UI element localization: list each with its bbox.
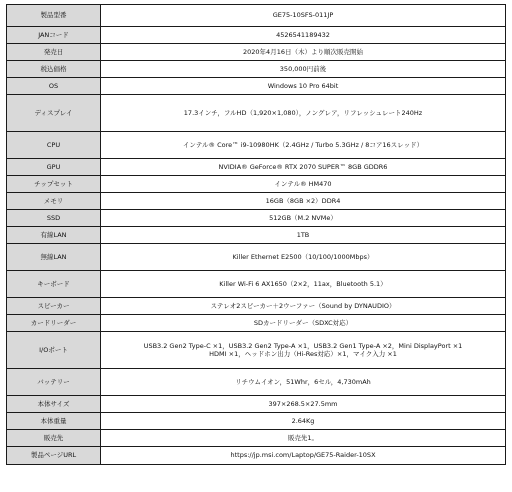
spec-row: [7, 298, 506, 315]
spec-value: 512GB（M.2 NVMe）: [101, 210, 506, 227]
spec-row: [7, 210, 506, 227]
spec-value: 4526541189432: [101, 27, 506, 44]
spec-row: [7, 95, 506, 132]
spec-label: 本体サイズ: [7, 396, 101, 413]
spec-value: USB3.2 Gen2 Type-C ×1，USB3.2 Gen2 Type-A ×1，USB3.2 Gen1 Type-A ×2，Mini DisplayPort ×1 HDMI ×1，ヘッドホン出力（Hi-Res対応）×1，マイク入力 ×1: [101, 332, 506, 369]
spec-value: 350,000円前後: [101, 61, 506, 78]
spec-row: [7, 61, 506, 78]
spec-row: [7, 396, 506, 413]
spec-label: GPU: [7, 159, 101, 176]
spec-label: 製品ページURL: [7, 447, 101, 465]
spec-value: リチウムイオン，51Whr，6セル，4,730mAh: [101, 369, 506, 396]
spec-label: 本体重量: [7, 413, 101, 430]
spec-value: 2.64Kg: [101, 413, 506, 430]
spec-label: ディスプレイ: [7, 95, 101, 132]
spec-label: 有線LAN: [7, 227, 101, 244]
spec-table-body: [7, 5, 506, 465]
spec-value: GE75-10SFS-011JP: [101, 5, 506, 27]
spec-row: [7, 315, 506, 332]
spec-label: チップセット: [7, 176, 101, 193]
spec-label: 無線LAN: [7, 244, 101, 271]
spec-value: NVIDIA® GeForce® RTX 2070 SUPER™ 8GB GDDR6: [101, 159, 506, 176]
spec-label: スピーカー: [7, 298, 101, 315]
spec-label: バッテリー: [7, 369, 101, 396]
spec-row: [7, 271, 506, 298]
spec-label: 製品型番: [7, 5, 101, 27]
spec-label: 発売日: [7, 44, 101, 61]
spec-value: ステレオ2スピーカー＋2ウーファー（Sound by DYNAUDIO）: [101, 298, 506, 315]
spec-label: メモリ: [7, 193, 101, 210]
spec-label: I/Oポート: [7, 332, 101, 369]
spec-row: [7, 159, 506, 176]
spec-label: SSD: [7, 210, 101, 227]
spec-value: Killer Wi-Fi 6 AX1650（2×2，11ax，Bluetooth 5.1）: [101, 271, 506, 298]
spec-row: [7, 193, 506, 210]
spec-value: https://jp.msi.com/Laptop/GE75-Raider-10SX: [101, 447, 506, 465]
spec-label: CPU: [7, 132, 101, 159]
spec-value: 2020年4月16日（木）より順次販売開始: [101, 44, 506, 61]
spec-row: [7, 5, 506, 27]
spec-label: JANコード: [7, 27, 101, 44]
spec-row: [7, 413, 506, 430]
spec-label: 税込価格: [7, 61, 101, 78]
spec-row: [7, 369, 506, 396]
spec-value: SDカードリーダー（SDXC対応）: [101, 315, 506, 332]
spec-value: 販売先1。: [101, 430, 506, 447]
spec-value: Killer Ethernet E2500（10/100/1000Mbps）: [101, 244, 506, 271]
spec-label: OS: [7, 78, 101, 95]
spec-table-wrapper: [6, 4, 506, 488]
spec-row: [7, 44, 506, 61]
spec-label: カードリーダー: [7, 315, 101, 332]
spec-row: [7, 227, 506, 244]
spec-row: [7, 27, 506, 44]
spec-value: 17.3インチ，フルHD（1,920×1,080），ノングレア，リフレッシュレート240Hz: [101, 95, 506, 132]
spec-row: [7, 332, 506, 369]
spec-label: 販売先: [7, 430, 101, 447]
spec-row: [7, 78, 506, 95]
spec-value: 397×268.5×27.5mm: [101, 396, 506, 413]
spec-value: インテル® Core™ i9-10980HK（2.4GHz / Turbo 5.3GHz / 8コア16スレッド）: [101, 132, 506, 159]
spec-row: [7, 244, 506, 271]
spec-row: [7, 430, 506, 447]
spec-value: インテル® HM470: [101, 176, 506, 193]
spec-table: [6, 4, 506, 465]
spec-value: 1TB: [101, 227, 506, 244]
spec-label: キーボード: [7, 271, 101, 298]
spec-value: Windows 10 Pro 64bit: [101, 78, 506, 95]
spec-row: [7, 176, 506, 193]
spec-row: [7, 132, 506, 159]
spec-row: [7, 447, 506, 465]
spec-value: 16GB（8GB ×2）DDR4: [101, 193, 506, 210]
